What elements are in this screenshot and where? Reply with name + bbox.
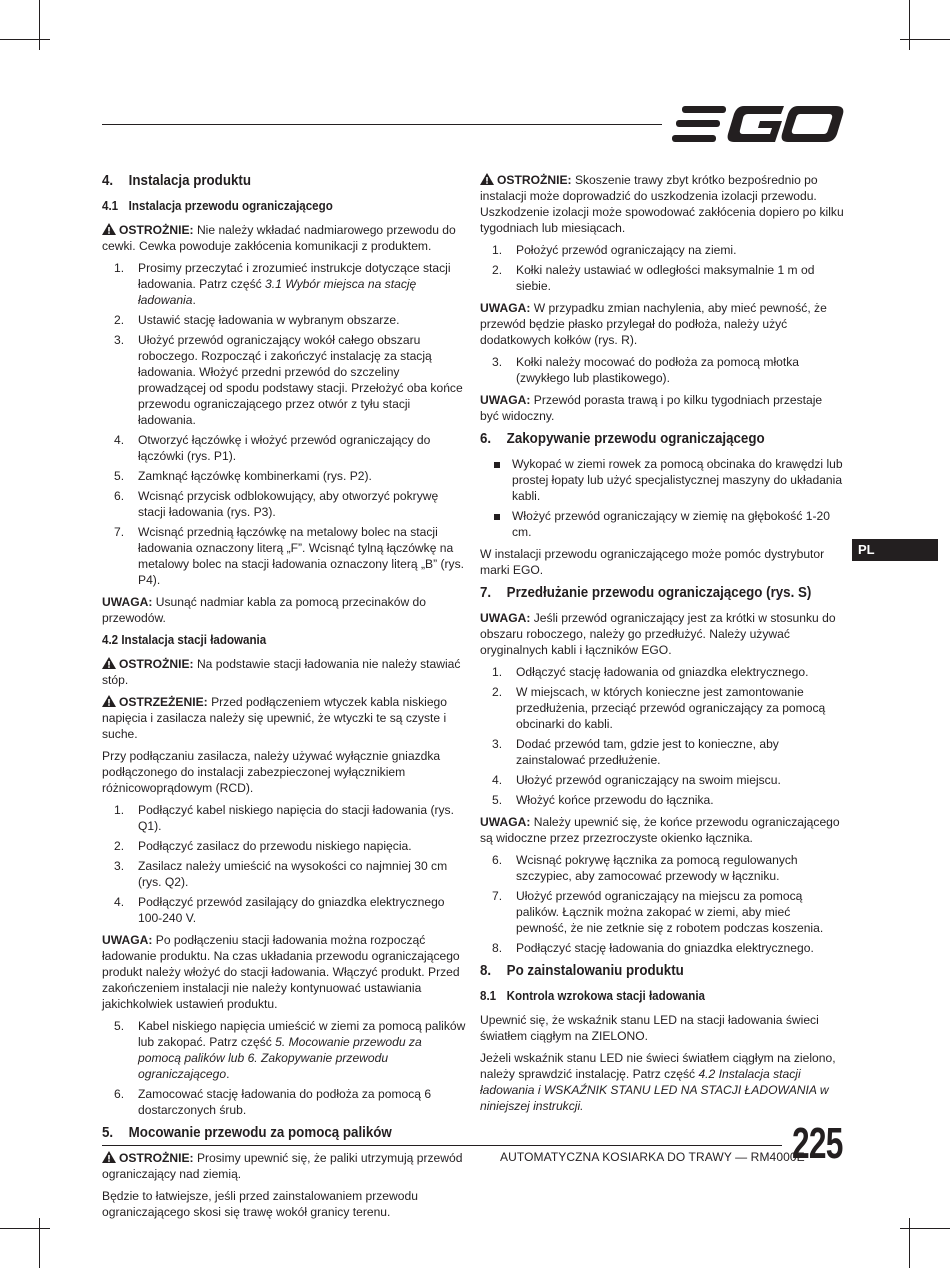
crop-mark <box>0 39 50 40</box>
list-item: 3. Zasilacz należy umieścić na wysokości co najmniej 30 cm (rys. Q2). <box>114 859 448 889</box>
warning-icon <box>102 695 116 707</box>
stake-steps-list <box>480 242 844 294</box>
section-heading-5: 5. Mocowanie przewodu za pomocą palików <box>102 1125 392 1141</box>
paragraph: Upewnić się, że wskaźnik stanu LED na stacji ładowania świeci światłem ciągłym na ZIELONO. <box>480 1013 819 1043</box>
burying-bullet-list <box>480 456 844 540</box>
list-item: 7. Wcisnąć przednią łączówkę na metalowy bolec na stacji ładowania oznaczony literą „F”. Wcisnąć tylną łączówkę na metalowy bolec na stacji ładowania oznaczony literą „B” (rys. P4). <box>114 525 464 587</box>
section-heading-8: 8. Po zainstalowaniu produktu <box>480 963 684 979</box>
crop-mark <box>909 1218 910 1268</box>
header-rule <box>102 124 662 125</box>
list-item: 2. Podłączyć zasilacz do przewodu niskiego napięcia. <box>114 839 412 853</box>
page-number: 225 <box>792 1119 843 1168</box>
list-item: 1. Prosimy przeczytać i zrozumieć instrukcje dotyczące stacji ładowania. Patrz część 3.1 Wybór miejsca na stację ładowania. <box>114 261 451 307</box>
caution-note: OSTROŻNIE: Skoszenie trawy zbyt krótko bezpośrednio po instalacji może doprowadzić do uszkodzenia izolacji przewodu. Uszkodzenie izolacji może spowodować zakłócenia dopiero po kilku tygodniach lub miesiącach. <box>480 173 844 235</box>
warning-icon <box>102 657 116 669</box>
ego-logo <box>672 106 844 142</box>
left-column <box>102 172 466 1226</box>
list-item: 8. Podłączyć stację ładowania do gniazdka elektrycznego. <box>492 941 814 955</box>
station-steps-list <box>102 802 466 926</box>
list-item: 2. Kołki należy ustawiać w odległości maksymalnie 1 m od siebie. <box>492 263 815 293</box>
install-steps-list <box>102 260 466 588</box>
list-item: 7. Ułożyć przewód ograniczający na miejscu za pomocą palików. Łącznik można zakopać w ziemi, aby mieć pewność, że nie zetknie się z robotem podczas koszenia. <box>492 889 824 935</box>
note: UWAGA: Należy upewnić się, że końce przewodu ograniczającego są widoczne przez przezroczyste okienko łącznika. <box>480 815 840 845</box>
footer-rule <box>102 1145 782 1146</box>
list-item: 5. Kabel niskiego napięcia umieścić w ziemi za pomocą palików lub zakopać. Patrz część 5. Mocowanie przewodu za pomocą palików lub 6. Zakopywanie przewodu ograniczającego. <box>114 1019 466 1081</box>
stake-steps-list-cont <box>480 354 844 386</box>
caution-note: OSTROŻNIE: Na podstawie stacji ładowania nie należy stawiać stóp. <box>102 657 461 687</box>
list-item: 4. Otworzyć łączówkę i włożyć przewód ograniczający do łączówki (rys. P1). <box>114 433 431 463</box>
warning-note: OSTRZEŻENIE: Przed podłączeniem wtyczek kabla niskiego napięcia i zasilacza należy się upewnić, że wtyczki te są czyste i suche. <box>102 695 448 741</box>
crop-mark <box>39 0 40 50</box>
list-item: 3. Dodać przewód tam, gdzie jest to konieczne, aby zainstalować przedłużenie. <box>492 737 779 767</box>
crop-mark <box>900 39 950 40</box>
warning-icon <box>102 223 116 235</box>
list-item: 5. Zamknąć łączówkę kombinerkami (rys. P2). <box>114 469 372 483</box>
list-item: 1. Odłączyć stację ładowania od gniazdka elektrycznego. <box>492 665 809 679</box>
list-item: 2. Ustawić stację ładowania w wybranym obszarze. <box>114 313 400 327</box>
crop-mark <box>0 1228 50 1229</box>
paragraph: Będzie to łatwiejsze, jeśli przed zainstalowaniem przewodu ograniczającego skosi się trawę wokół granicy terenu. <box>102 1189 418 1219</box>
list-item: Włożyć przewód ograniczający w ziemię na głębokość 1-20 cm. <box>480 508 844 540</box>
list-item: 5. Włożyć końce przewodu do łącznika. <box>492 793 714 807</box>
list-item: 3. Kołki należy mocować do podłoża za pomocą młotka (zwykłego lub plastikowego). <box>492 355 800 385</box>
section-heading-4-2: 4.2 Instalacja stacji ładowania <box>102 633 267 647</box>
list-item: 6. Zamocować stację ładowania do podłoża za pomocą 6 dostarczonych śrub. <box>114 1087 432 1117</box>
station-steps-list-cont <box>102 1018 466 1118</box>
list-item: Wykopać w ziemi rowek za pomocą obcinaka do krawędzi lub prostej łopaty lub użyć specjalistycznej maszyny do układania kabli. <box>480 456 844 504</box>
list-item: 6. Wcisnąć przycisk odblokowujący, aby otworzyć pokrywę stacji ładowania (rys. P3). <box>114 489 439 519</box>
crop-mark <box>909 0 910 50</box>
paragraph: Przy podłączaniu zasilacza, należy używać wyłącznie gniazdka podłączonego do instalacji zabezpieczonej wyłącznikiem różnicowoprądowym (RCD). <box>102 749 441 795</box>
note: UWAGA: Przewód porasta trawą i po kilku tygodniach przestaje być widoczny. <box>480 393 823 423</box>
warning-icon <box>102 1151 116 1163</box>
square-bullet-icon <box>480 508 512 540</box>
caution-note: OSTROŻNIE: Nie należy wkładać nadmiarowego przewodu do cewki. Cewka powoduje zakłócenia komunikacji z produktem. <box>102 223 456 253</box>
note: UWAGA: Jeśli przewód ograniczający jest za krótki w stosunku do obszaru roboczego, należy go przedłużyć. Należy używać oryginalnych kabli i łączników EGO. <box>480 611 836 657</box>
right-column <box>480 172 844 1120</box>
section-heading-4: 4. Instalacja produktu <box>102 173 251 189</box>
language-tab: PL <box>852 539 938 561</box>
list-item: 4. Podłączyć przewód zasilający do gniazdka elektrycznego 100-240 V. <box>114 895 445 925</box>
note: UWAGA: Po podłączeniu stacji ładowania można rozpocząć ładowanie produktu. Na czas układania przewodu ograniczającego produkt należy włożyć do stacji ładowania. Włączyć produkt. Przed zakończeniem instalacji nie należy kontynuować ustawiania jakichkolwiek ustawień produktu. <box>102 933 460 1011</box>
warning-icon <box>480 173 494 185</box>
note: UWAGA: W przypadku zmian nachylenia, aby mieć pewność, że przewód będzie płasko przylegał do podłoża, należy użyć dodatkowych kołków (rys. R). <box>480 301 827 347</box>
list-item: 6. Wcisnąć pokrywę łącznika za pomocą regulowanych szczypiec, aby zamocować przewody w łączniku. <box>492 853 798 883</box>
list-item: 3. Ułożyć przewód ograniczający wokół całego obszaru roboczego. Rozpocząć i zakończyć instalację za stacją ładowania. Włożyć przedni przewód do szczeliny prowadzącej od spodu podstawy stacji. Przełożyć oba końce przewodu ograniczającego przez otwór z tyłu stacji ładowania. <box>114 333 463 427</box>
footer-title: AUTOMATYCZNA KOSIARKA DO TRAWY — RM4000E <box>500 1150 805 1164</box>
section-heading-8-1: 8.1 Kontrola wzrokowa stacji ładowania <box>480 989 705 1003</box>
extension-steps-list-cont <box>480 852 844 956</box>
caution-note: OSTROŻNIE: Prosimy upewnić się, że paliki utrzymują przewód ograniczający nad ziemią. <box>102 1151 463 1181</box>
list-item: 4. Ułożyć przewód ograniczający na swoim miejscu. <box>492 773 781 787</box>
section-heading-7: 7. Przedłużanie przewodu ograniczającego (rys. S) <box>480 585 812 601</box>
list-item: 2. W miejscach, w których konieczne jest zamontowanie przedłużenia, przeciąć przewód ograniczający za pomocą obcinarki do kabli. <box>492 685 826 731</box>
extension-steps-list <box>480 664 844 808</box>
note: UWAGA: Usunąć nadmiar kabla za pomocą przecinaków do przewodów. <box>102 595 426 625</box>
section-heading-6: 6. Zakopywanie przewodu ograniczającego <box>480 431 765 447</box>
list-item: 1. Podłączyć kabel niskiego napięcia do stacji ładowania (rys. Q1). <box>114 803 454 833</box>
section-heading-4-1: 4.1 Instalacja przewodu ograniczającego <box>102 199 333 213</box>
list-item: 1. Położyć przewód ograniczający na ziemi. <box>492 243 737 257</box>
paragraph: Jeżeli wskaźnik stanu LED nie świeci światłem ciągłym na zielono, należy sprawdzić instalację. Patrz część 4.2 Instalacja stacji ładowania i WSKAŹNIK STANU LED NA STACJI ŁADOWANIA w niniejszej instrukcji. <box>480 1051 836 1113</box>
crop-mark <box>39 1218 40 1268</box>
crop-mark <box>900 1228 950 1229</box>
paragraph: W instalacji przewodu ograniczającego może pomóc dystrybutor marki EGO. <box>480 547 825 577</box>
square-bullet-icon <box>480 456 512 504</box>
